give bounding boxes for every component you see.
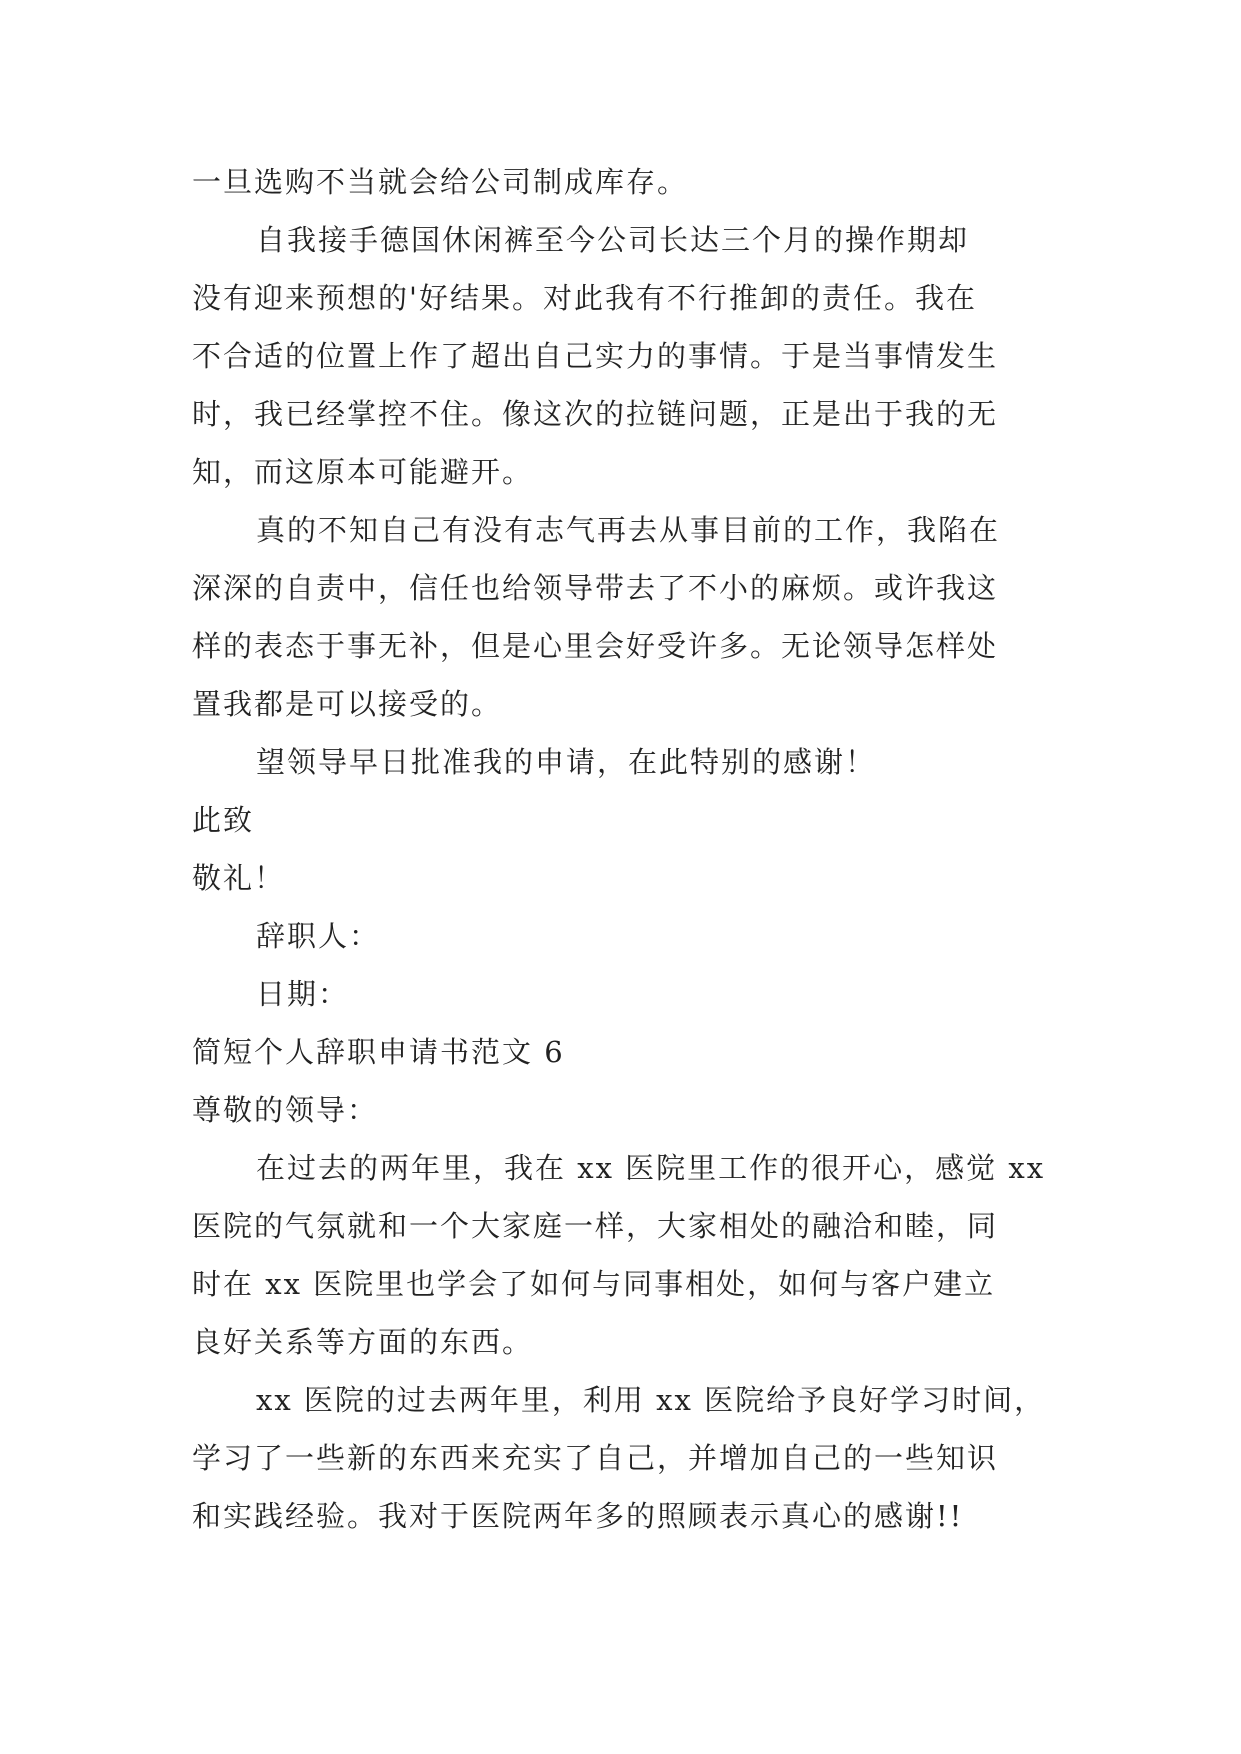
document-page	[192, 153, 1052, 1545]
text-line: 时在 xx 医院里也学会了如何与同事相处，如何与客户建立	[192, 1267, 996, 1301]
text-line: 学习了一些新的东西来充实了自己，并增加自己的一些知识	[192, 1441, 999, 1475]
text-line: 望领导早日批准我的申请，在此特别的感谢！	[256, 745, 877, 779]
salutation-line: 敬礼！	[192, 861, 286, 895]
text-line: 样的表态于事无补，但是心里会好受许多。无论领导怎样处	[192, 629, 999, 663]
text-line: 时，我已经掌控不住。像这次的拉链问题，正是出于我的无	[192, 397, 999, 431]
text-line: 不合适的位置上作了超出自己实力的事情。于是当事情发生	[192, 339, 999, 373]
date-line: 日期：	[256, 977, 350, 1011]
signature-line: 辞职人：	[256, 919, 381, 953]
text-line: 置我都是可以接受的。	[192, 687, 503, 721]
section-title: 简短个人辞职申请书范文 6	[192, 1035, 565, 1069]
text-line: 在过去的两年里，我在 xx 医院里工作的很开心，感觉 xx	[256, 1151, 1046, 1185]
salutation-line: 此致	[192, 803, 255, 837]
text-line: 医院的气氛就和一个大家庭一样，大家相处的融洽和睦，同	[192, 1209, 999, 1243]
text-line: 没有迎来预想的'好结果。对此我有不行推卸的责任。我在	[192, 281, 977, 315]
text-line: 和实践经验。我对于医院两年多的照顾表示真心的感谢!!	[192, 1499, 964, 1533]
greeting-line: 尊敬的领导：	[192, 1093, 379, 1127]
text-line: 自我接手德国休闲裤至今公司长达三个月的操作期却	[256, 223, 970, 257]
text-line: 一旦选购不当就会给公司制成库存。	[192, 165, 689, 199]
text-line: 知，而这原本可能避开。	[192, 455, 534, 489]
text-line: 深深的自责中，信任也给领导带去了不小的麻烦。或许我这	[192, 571, 999, 605]
text-line: 良好关系等方面的东西。	[192, 1325, 534, 1359]
text-line: xx 医院的过去两年里，利用 xx 医院给予良好学习时间，	[256, 1383, 1046, 1417]
text-line: 真的不知自己有没有志气再去从事目前的工作，我陷在	[256, 513, 1001, 547]
